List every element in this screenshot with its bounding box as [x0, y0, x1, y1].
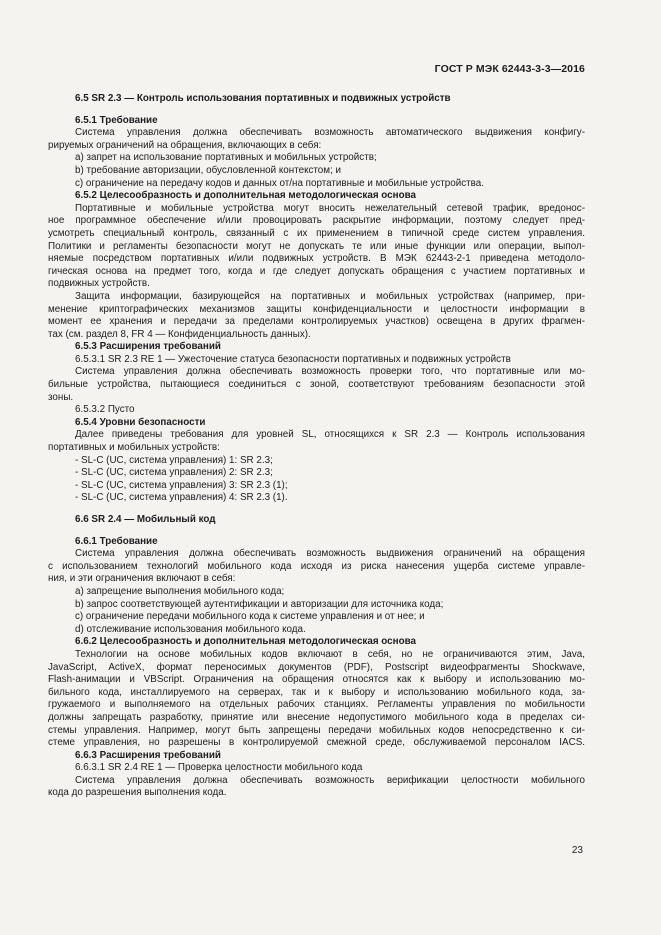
text-line: a) запрет на использование портативных и мобильных устройств;	[75, 152, 377, 164]
text-line: менение криптографических механизмов защиты конфиденциальности и целостности информации в	[48, 303, 585, 315]
text-line: кода до разрешения выполнения кода.	[48, 787, 227, 799]
text-line: гружаемого и выполняемого на отдельных рабочих станциях. Регламенты управления по мобильности	[48, 699, 585, 711]
section-heading: 6.6 SR 2.4 — Мобильный код	[75, 514, 216, 525]
text-line: Flash-анимации и VBScript. Ограничения на обращения относятся как к выбору и использованию мо-	[48, 674, 585, 686]
page-number: 23	[571, 845, 583, 856]
section-heading: 6.5.1 Требование	[75, 114, 158, 126]
text-line: - SL-C (UC, система управления) 1: SR 2.3;	[75, 454, 273, 466]
section-heading: 6.5 SR 2.3 — Контроль использования портативных и подвижных устройств	[75, 93, 451, 104]
text-line: тах (см. раздел 8, FR 4 — Конфиденциальность данных).	[48, 328, 311, 340]
text-line: 6.6.3.1 SR 2.4 RE 1 — Проверка целостности мобильного кода	[75, 762, 363, 774]
text-line: Портативные и мобильные устройства могут вносить нежелательный сетевой трафик, вредонос-	[75, 202, 585, 214]
text-line: Технологии на основе мобильных кодов включают в себя, но не ограничиваются этим, Java,	[75, 648, 585, 660]
text-line: - SL-C (UC, система управления) 2: SR 2.3;	[75, 467, 273, 479]
text-line: Далее приведены требования для уровней SL, относящихся к SR 2.3 — Контроль использования	[75, 429, 585, 441]
spacer	[48, 505, 585, 514]
text-line: рируемых ограничений на обращения, включающих в себя:	[48, 139, 322, 151]
text-line: d) отслеживание использования мобильного кода.	[75, 623, 306, 635]
text-line: Система управления должна обеспечивать возможность автоматического выдвижения конфигу-	[75, 127, 585, 139]
text-line: Политики и регламенты безопасности могут не допускать те или иные функции или операции, выпол-	[48, 240, 585, 252]
text-line: b) запрос соответствующей аутентификации и авторизации для источника кода;	[75, 598, 444, 610]
text-line: Система управления должна обеспечивать возможность проверки того, что портативные или мо-	[75, 366, 585, 378]
section-heading: 6.6.3 Расширения требований	[75, 749, 221, 761]
text-line: стемы управления. Например, могут быть запрещены передачи мобильных кодов непосредственно к си-	[48, 724, 585, 736]
text-line: должны запрещать разработку, принятие или внесение недопустимого мобильного кода в пределах си-	[48, 711, 585, 723]
text-line: портативных и мобильных устройств:	[48, 442, 220, 454]
text-line: b) требование авторизации, обусловленной контекстом; и	[75, 164, 342, 176]
text-line: - SL-C (UC, система управления) 3: SR 2.3 (1);	[75, 479, 288, 491]
text-line: бильного кода, инсталлируемого на серверах, так и к выбору и использованию мобильного кода, за-	[48, 686, 585, 698]
text-line: 6.5.3.1 SR 2.3 RE 1 — Ужесточение статуса безопасности портативных и подвижных устройств	[75, 353, 511, 365]
spacer	[48, 527, 585, 536]
spacer	[48, 106, 585, 115]
text-line: - SL-C (UC, система управления) 4: SR 2.3 (1).	[75, 492, 288, 504]
text-line: Защита информации, базирующейся на портативных и мобильных устройствах (например, при-	[75, 290, 585, 302]
text-line: a) запрещение выполнения мобильного кода;	[75, 585, 285, 597]
section-heading: 6.5.4 Уровни безопасности	[75, 416, 206, 428]
section-heading: 6.6.1 Требование	[75, 535, 158, 547]
text-line: JavaScript, ActiveX, формат переносимых документов (PDF), Postscript видеофрагменты Shockwave,	[48, 661, 585, 673]
text-line: момент ее хранения и передачи за пределами контролируемых участков) освещена в других фрагмен-	[48, 316, 585, 328]
text-line: Система управления должна обеспечивать возможность выдвижения ограничений на обращения	[75, 548, 585, 560]
text-line: 6.5.3.2 Пусто	[75, 404, 135, 416]
section-heading: 6.5.3 Расширения требований	[75, 341, 221, 353]
text-line: с использованием технологий мобильного кода исходя из риска нанесения ущерба системе управле-	[48, 560, 585, 572]
text-line: усмотреть специальный контроль, связанный с их применением в типичной среде систем управления.	[48, 227, 585, 239]
section-heading: 6.6.2 Целесообразность и дополнительная методологическая основа	[75, 636, 417, 648]
text-line: гическая основа на предмет того, когда и где следует допускать обращения с участием портативных и	[48, 265, 585, 277]
text-line: стеме управления, но разрешены в контролируемой смежной среде, обслуживаемой персоналом IACS.	[48, 737, 585, 749]
text-line: ния, и эти ограничения включают в себя:	[48, 573, 236, 585]
text-line: Система управления должна обеспечивать возможность верификации целостности мобильного	[75, 774, 585, 786]
document-body	[48, 93, 585, 800]
text-line: бильные устройства, пытающиеся соединиться с зоной, соответствуют требованиям безопасности этой	[48, 379, 585, 391]
text-line: ное программное обеспечение и/или провоцировать раскрытие информации, поэтому следует пред-	[48, 215, 585, 227]
text-line: c) ограничение передачи мобильного кода к системе управления и от нее; и	[75, 611, 425, 623]
section-heading: 6.5.2 Целесообразность и дополнительная методологическая основа	[75, 190, 417, 202]
document-header: ГОСТ Р МЭК 62443-3-3—2016	[434, 63, 585, 75]
text-line: подвижных устройств.	[48, 278, 150, 290]
text-line: няемые посредством портативных и/или подвижных устройств. В МЭК 62443-2-1 приведена методоло-	[48, 253, 585, 265]
text-line: зоны.	[48, 391, 74, 403]
text-line: c) ограничение на передачу кодов и данных от/на портативные и мобильные устройства.	[75, 177, 484, 189]
